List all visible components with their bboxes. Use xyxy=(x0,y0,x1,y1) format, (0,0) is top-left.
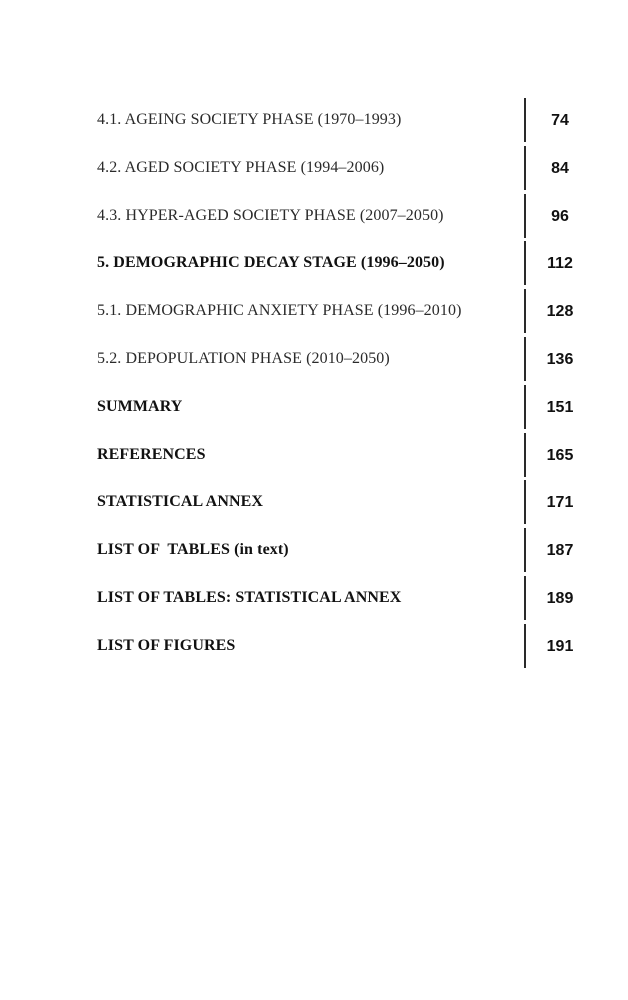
divider xyxy=(524,480,526,524)
toc-entry-page: 112 xyxy=(547,255,573,273)
toc-entry-page: 96 xyxy=(551,207,569,225)
divider xyxy=(524,289,526,333)
divider xyxy=(524,528,526,572)
divider xyxy=(524,624,526,668)
toc-entry xyxy=(0,385,628,433)
toc-entry-page: 74 xyxy=(551,112,569,129)
toc-entry-page: 151 xyxy=(546,398,574,416)
toc-entry-title: 4.3. HYPER-AGED SOCIETY PHASE (2007–2050) xyxy=(97,206,444,224)
toc-entry-title: 5.2. DEPOPULATION PHASE (2010–2050) xyxy=(97,349,390,367)
toc-entry-title: LIST OF TABLES: STATISTICAL ANNEX xyxy=(97,588,402,606)
toc-entry-page: 84 xyxy=(551,159,569,177)
toc-entry xyxy=(0,194,628,242)
divider xyxy=(524,194,526,238)
toc-entry xyxy=(0,576,628,624)
toc-entry xyxy=(0,241,628,289)
table-of-contents xyxy=(0,98,628,672)
toc-entry-title: LIST OF TABLES (in text) xyxy=(97,541,289,559)
toc-entry-page: 128 xyxy=(546,303,574,321)
divider xyxy=(524,98,526,142)
toc-entry-title: SUMMARY xyxy=(97,397,183,415)
toc-entry xyxy=(0,433,628,481)
toc-entry-title: 5. DEMOGRAPHIC DECAY STAGE (1996–2050) xyxy=(97,254,445,272)
toc-entry-page: 191 xyxy=(546,637,574,655)
toc-entry xyxy=(0,337,628,385)
toc-entry-page: 136 xyxy=(546,350,574,368)
divider xyxy=(524,337,526,381)
toc-entry xyxy=(0,98,628,146)
toc-entry-page: 187 xyxy=(546,542,574,560)
toc-entry-title: 5.1. DEMOGRAPHIC ANXIETY PHASE (1996–2010) xyxy=(97,302,462,320)
toc-entry-page: 165 xyxy=(546,446,574,464)
toc-entry-page: 189 xyxy=(546,589,574,607)
divider xyxy=(524,241,526,285)
toc-entry-title: LIST OF FIGURES xyxy=(97,636,236,654)
toc-entry-page: 171 xyxy=(546,494,574,512)
toc-entry xyxy=(0,480,628,528)
toc-entry xyxy=(0,146,628,194)
divider xyxy=(524,433,526,477)
toc-entry xyxy=(0,528,628,576)
toc-entry-title: 4.1. AGEING SOCIETY PHASE (1970–1993) xyxy=(97,111,402,128)
toc-entry xyxy=(0,624,628,672)
toc-entry xyxy=(0,289,628,337)
toc-entry-title: STATISTICAL ANNEX xyxy=(97,493,264,511)
toc-entry-title: REFERENCES xyxy=(97,445,206,463)
divider xyxy=(524,385,526,429)
divider xyxy=(524,146,526,190)
divider xyxy=(524,576,526,620)
toc-entry-title: 4.2. AGED SOCIETY PHASE (1994–2006) xyxy=(97,158,385,176)
